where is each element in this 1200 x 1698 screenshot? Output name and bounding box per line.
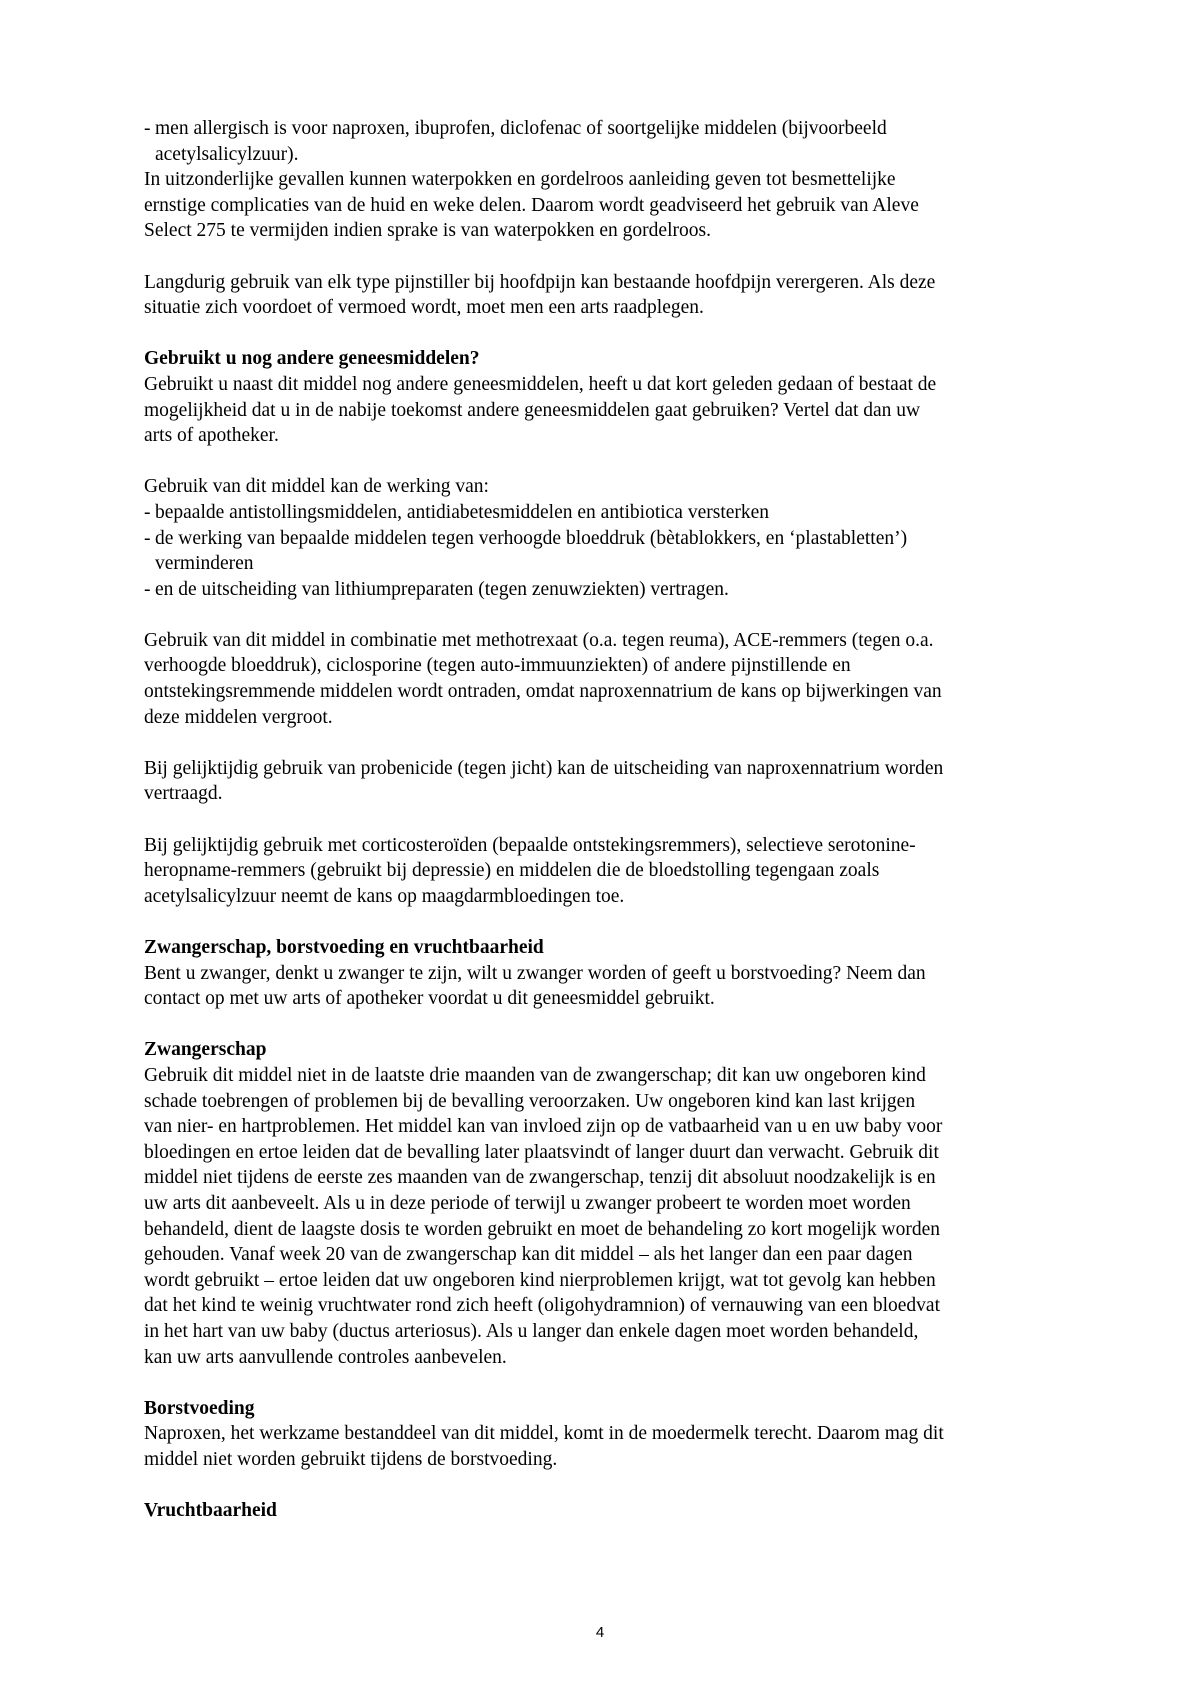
section-heading: Zwangerschap, borstvoeding en vruchtbaarheid	[144, 937, 544, 958]
bullet-dash: -	[144, 501, 151, 523]
list-item: - bepaalde antistollingsmiddelen, antidiabetesmiddelen en antibiotica versterken	[144, 500, 1072, 526]
text-line: Naproxen, het werkzame bestanddeel van dit middel, komt in de moedermelk terecht. Daarom mag dit	[144, 1423, 944, 1445]
list-item: - men allergisch is voor naproxen, ibuprofen, diclofenac of soortgelijke middelen (bijvoorbeeld	[144, 116, 1072, 142]
text-line: Gebruikt u naast dit middel nog andere geneesmiddelen, heeft u dat kort geleden gedaan of bestaat de	[144, 373, 937, 395]
text-line: vertraagd.	[144, 783, 223, 805]
section-pregnancy-general	[144, 935, 1072, 1012]
page-number: 4	[595, 1624, 605, 1641]
text-line: ernstige complicaties van de huid en weke delen. Daarom wordt geadviseerd het gebruik van Aleve	[144, 194, 919, 216]
text-line: behandeld, dient de laagste dosis te worden gebruikt en moet de behandeling zo kort mogelijk worden	[144, 1218, 941, 1240]
text-line: in het hart van uw baby (ductus arteriosus). Als u langer dan enkele dagen moet worden behandeld,	[144, 1320, 919, 1342]
text-line: Gebruik dit middel niet in de laatste drie maanden van de zwangerschap; dit kan uw ongeboren kind	[144, 1064, 926, 1086]
text-line: Bent u zwanger, denkt u zwanger te zijn, wilt u zwanger worden of geeft u borstvoeding? Neem dan	[144, 962, 926, 984]
page-content	[144, 116, 1072, 1524]
list-item: - de werking van bepaalde middelen tegen verhoogde bloeddruk (bètablokkers, en ‘plastabletten’)	[144, 526, 1072, 552]
text-line: uw arts dit aanbeveelt. Als u in deze periode of terwijl u zwanger probeert te worden moet worden	[144, 1192, 911, 1214]
paragraph-probenicide	[144, 756, 1072, 807]
text-line: arts of apotheker.	[144, 425, 279, 447]
paragraph-shingles	[144, 167, 1072, 244]
text-line: Gebruik van dit middel kan de werking van:	[144, 476, 489, 498]
text-line: mogelijkheid dat u in de nabije toekomst andere geneesmiddelen gaat gebruiken? Vertel dat dan uw	[144, 399, 921, 421]
text-line: Gebruik van dit middel in combinatie met methotrexaat (o.a. tegen reuma), ACE-remmers (tegen o.a.	[144, 629, 934, 651]
section-other-medicines	[144, 346, 1072, 448]
text-line: wordt gebruikt – ertoe leiden dat uw ongeboren kind nierproblemen krijgt, wat tot gevolg kan hebben	[144, 1269, 936, 1291]
section-heading: Vruchtbaarheid	[144, 1500, 277, 1522]
list-item-continuation: verminderen	[155, 553, 254, 575]
list-item-continuation: acetylsalicylzuur).	[155, 143, 299, 165]
text-line: contact op met uw arts of apotheker voordat u dit geneesmiddel gebruikt.	[144, 988, 715, 1010]
text-line: kan uw arts aanvullende controles aanbevelen.	[144, 1346, 507, 1368]
text-line: middel niet tijdens de eerste zes maanden van de zwangerschap, tenzij dit absoluut noodzakelijk is en	[144, 1167, 936, 1189]
intro-list	[144, 116, 1072, 167]
section-heading: Zwangerschap	[144, 1039, 267, 1061]
paragraph-headache	[144, 270, 1072, 321]
bullet-dash: -	[144, 578, 151, 600]
text-line: Langdurig gebruik van elk type pijnstiller bij hoofdpijn kan bestaande hoofdpijn verergeren. Als deze	[144, 271, 936, 293]
text-line: ontstekingsremmende middelen wordt ontraden, omdat naproxennatrium de kans op bijwerkingen van	[144, 681, 942, 703]
text-line: van nier- en hartproblemen. Het middel kan van invloed zijn op de vatbaarheid van u en uw baby voor	[144, 1116, 943, 1138]
list-item: - en de uitscheiding van lithiumpreparaten (tegen zenuwziekten) vertragen.	[144, 577, 1072, 603]
text-line: bloedingen en ertoe leiden dat de bevalling later plaatsvindt of langer duurt dan verwacht. Gebruik dit	[144, 1141, 939, 1163]
text-line: gehouden. Vanaf week 20 van de zwangerschap kan dit middel – als het langer dan een paar dagen	[144, 1244, 913, 1266]
paragraph-combination	[144, 628, 1072, 730]
section-effects	[144, 474, 1072, 602]
text-line: schade toebrengen of problemen bij de bevalling veroorzaken. Uw ongeboren kind kan last krijgen	[144, 1090, 916, 1112]
text-line: dat het kind te weinig vruchtwater rond zich heeft (oligohydramnion) of vernauwing van een bloedvat	[144, 1295, 940, 1317]
text-line: situatie zich voordoet of vermoed wordt, moet men een arts raadplegen.	[144, 297, 704, 319]
text-line: In uitzonderlijke gevallen kunnen waterpokken en gordelroos aanleiding geven tot besmettelijke	[144, 169, 896, 191]
section-pregnancy	[144, 1037, 1072, 1370]
text-line: Bij gelijktijdig gebruik van probenicide (tegen jicht) kan de uitscheiding van naproxennatrium worden	[144, 757, 944, 779]
paragraph-corticosteroids	[144, 833, 1072, 910]
text-line: Select 275 te vermijden indien sprake is van waterpokken en gordelroos.	[144, 220, 711, 242]
text-line: acetylsalicylzuur neemt de kans op maagdarmbloedingen toe.	[144, 885, 625, 907]
text-line: Bij gelijktijdig gebruik met corticosteroïden (bepaalde ontstekingsremmers), selectieve serotonine-	[144, 834, 916, 856]
section-heading: Gebruikt u nog andere geneesmiddelen?	[144, 348, 480, 370]
bullet-dash: -	[144, 527, 151, 549]
section-breastfeeding	[144, 1396, 1072, 1473]
section-fertility	[144, 1498, 1072, 1524]
text-line: middel niet worden gebruikt tijdens de borstvoeding.	[144, 1448, 558, 1470]
text-line: heropname-remmers (gebruikt bij depressie) en middelen die de bloedstolling tegengaan zoals	[144, 860, 880, 882]
section-heading: Borstvoeding	[144, 1397, 255, 1419]
text-line: verhoogde bloeddruk), ciclosporine (tegen auto-immuunziekten) of andere pijnstillende en	[144, 655, 851, 677]
bullet-dash: -	[144, 118, 151, 139]
text-line: deze middelen vergroot.	[144, 706, 333, 728]
